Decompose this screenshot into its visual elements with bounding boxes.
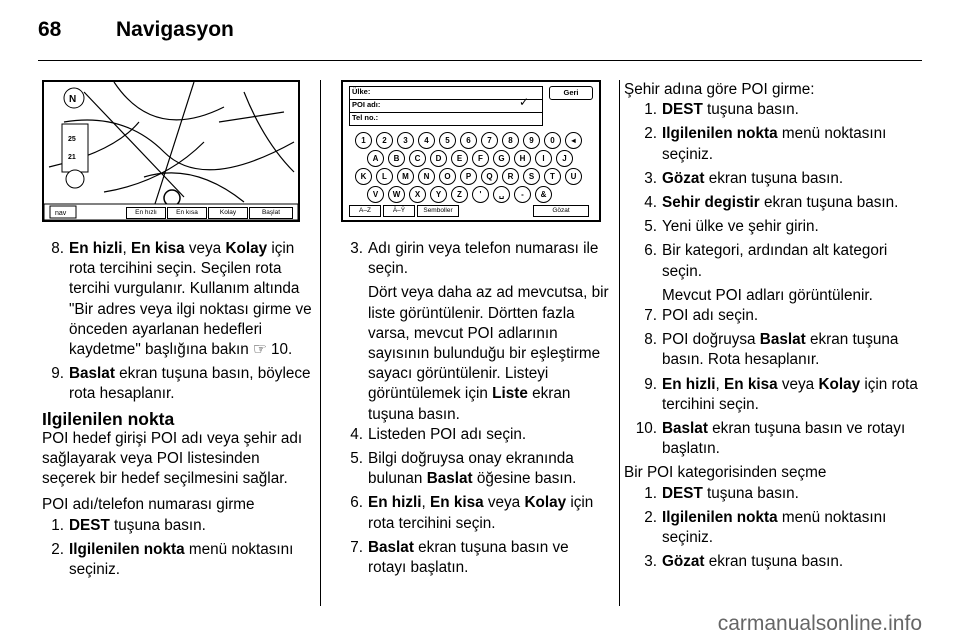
step-number: 6. [350, 494, 363, 512]
category-step-1 [624, 484, 922, 504]
city-step-10 [624, 419, 922, 459]
step-text [662, 100, 799, 120]
text: ekran tuşuna basın. [368, 385, 571, 423]
text: veya [184, 240, 226, 257]
keyboard-key[interactable]: 0 [544, 132, 561, 149]
page-number: 68 [38, 18, 62, 41]
text: veya [483, 494, 525, 512]
keyboard-key[interactable]: Z [451, 186, 468, 203]
map-illustration [44, 82, 298, 220]
bold-term: DEST [69, 516, 110, 534]
keyboard-key[interactable]: 4 [418, 132, 435, 149]
bold-term: Ilgilenilen nokta [662, 125, 778, 143]
header-rule [38, 60, 922, 61]
category-step-3 [624, 552, 922, 572]
step-number: 7. [350, 538, 363, 556]
keyboard-key[interactable]: P [460, 168, 477, 185]
city-step-9 [624, 375, 922, 415]
text: öğesine basın. [472, 470, 577, 488]
keyboard [343, 132, 599, 204]
column-divider-2 [619, 80, 620, 606]
keyboard-key[interactable]: 3 [397, 132, 414, 149]
keyboard-key[interactable]: 8 [502, 132, 519, 149]
keyboard-key[interactable]: - [514, 186, 531, 203]
bold-term: Baslat [662, 420, 708, 438]
step-number: 5. [644, 218, 657, 236]
step-text [69, 540, 314, 580]
step-number: 2. [644, 508, 657, 526]
kolay-button[interactable]: Kolay [208, 207, 248, 219]
text: , [715, 375, 725, 393]
column-2 [341, 239, 611, 582]
bold-term: Baslat [368, 538, 414, 556]
text: için rota tercihini seçin. [368, 494, 594, 532]
step-6 [341, 493, 611, 533]
field-poi-name[interactable]: POI adı: [350, 100, 542, 113]
step-number: 3. [644, 169, 657, 187]
step-number: 9. [644, 375, 657, 393]
bold-term: Liste [492, 385, 528, 403]
step-text: Bir kategori, ardından alt kategori seçin. [662, 242, 888, 280]
step-text [368, 449, 611, 489]
subsection-title: Şehir adına göre POI girme: [624, 81, 815, 98]
step-2 [42, 540, 314, 580]
step-number: 1. [51, 516, 64, 534]
az-button[interactable]: A–Z [349, 205, 381, 217]
text: ekran tuşuna basın ve rotayı başlatın. [662, 420, 906, 458]
text: tuşuna basın. [702, 101, 799, 119]
text: tuşuna basın. [702, 484, 799, 502]
step-text [662, 193, 898, 213]
text: Dört veya daha az ad mevcutsa, bir liste görüntülenir. Dörtten fazla varsa, mevcut POI adlarının sayısının bulunduğu bir eşleştirme sayacı görüntülenir. Listeyi görüntülemek için [368, 284, 609, 403]
bold-term: Gözat [662, 553, 705, 571]
keyboard-key[interactable]: Y [430, 186, 447, 203]
step-number: 3. [350, 240, 363, 257]
keyboard-key[interactable]: W [388, 186, 405, 203]
keyboard-key[interactable]: M [397, 168, 414, 185]
step-text [662, 508, 922, 548]
bold-term: En kisa [724, 375, 778, 393]
keyboard-key[interactable]: 7 [481, 132, 498, 149]
subsection-title: Bir POI kategorisinden seçme [624, 464, 827, 482]
keyboard-key[interactable]: 6 [460, 132, 477, 149]
bold-term: Kolay [225, 240, 268, 257]
step-text [368, 239, 611, 279]
city-step-4 [624, 193, 922, 213]
step-7 [341, 538, 611, 578]
keyboard-key[interactable]: & [535, 186, 552, 203]
keyboard-key[interactable]: X [409, 186, 426, 203]
step-number: 3. [644, 553, 657, 571]
scale-label[interactable]: 25 [68, 136, 76, 143]
step-number: 7. [644, 307, 657, 325]
step-4 [341, 425, 611, 445]
page-title: Navigasyon [116, 18, 234, 41]
step-text [662, 169, 843, 189]
keyboard-key[interactable]: 5 [439, 132, 456, 149]
text: ekran tuşuna basın. [704, 553, 844, 571]
step-5 [341, 449, 611, 489]
text: tuşuna basın. [109, 516, 206, 534]
text: ekran tuşuna basın. [704, 169, 844, 187]
step-number: 1. [644, 101, 657, 119]
page-header [38, 18, 234, 42]
column-1 [42, 239, 314, 584]
city-step-7 [624, 306, 922, 326]
bold-term: En hizli [662, 375, 716, 393]
step-text [368, 493, 611, 533]
scale-label[interactable]: 21 [68, 154, 76, 161]
step-number: 10. [635, 420, 657, 438]
step-1 [42, 516, 314, 536]
keyboard-key[interactable]: 2 [376, 132, 393, 149]
keyboard-key[interactable]: D [430, 150, 447, 167]
keyboard-key[interactable]: 9 [523, 132, 540, 149]
bold-term: DEST [662, 484, 703, 502]
keyboard-key[interactable]: A [367, 150, 384, 167]
step-number: 8. [51, 240, 64, 257]
step-text [662, 419, 922, 459]
poi-keyboard-figure [341, 80, 601, 222]
step-text [662, 375, 922, 415]
section-intro: POI hedef girişi POI adı veya şehir adı sağlayarak veya POI listesinden seçerek bir hedef seçilmesini sağlar. [42, 429, 303, 488]
text: için rota tercihini seçin. [662, 375, 918, 413]
keyboard-key[interactable]: Q [481, 168, 498, 185]
text: ekran tuşuna basın. [759, 194, 899, 212]
keyboard-key[interactable]: O [439, 168, 456, 185]
bold-term: Kolay [524, 494, 567, 512]
step-6-detail: Mevcut POI adları görüntülenir. [662, 286, 873, 304]
step-text [69, 516, 206, 536]
step-number: 9. [51, 365, 64, 383]
step-text: Listeden POI adı seçin. [368, 425, 527, 443]
keyboard-key[interactable]: F [472, 150, 489, 167]
step-number: 1. [644, 484, 657, 502]
keyboard-key[interactable]: ◂ [565, 132, 582, 149]
en-kisa-button[interactable]: En kısa [167, 207, 207, 219]
field-phone[interactable]: Tel no.: [352, 113, 379, 122]
umlaut-button[interactable]: Ä–Ÿ [383, 205, 415, 217]
step-text [69, 239, 314, 360]
text: Adı girin veya telefon numarası ile seçin. [368, 240, 599, 278]
city-step-3 [624, 169, 922, 189]
city-step-6 [624, 241, 922, 281]
step-number: 6. [644, 242, 657, 260]
city-step-2 [624, 124, 922, 164]
svg-text:N: N [69, 94, 77, 105]
keyboard-key[interactable]: N [418, 168, 435, 185]
bold-term: En hizli [69, 240, 123, 257]
step-text [662, 330, 922, 370]
subsection-title: POI adı/telefon numarası girme [42, 496, 255, 514]
keyboard-key[interactable]: R [502, 168, 519, 185]
keyboard-key[interactable]: S [523, 168, 540, 185]
text: POI doğruysa [662, 331, 760, 349]
step-text [662, 484, 799, 504]
bold-term: Kolay [818, 375, 861, 393]
keyboard-key[interactable]: J [556, 150, 573, 167]
back-button[interactable]: Geri [549, 86, 593, 100]
bold-term: Gözat [662, 169, 705, 187]
category-step-2 [624, 508, 922, 548]
symbols-button[interactable]: Semboller [417, 205, 459, 217]
en-hizli-button[interactable]: En hızlı [126, 207, 166, 219]
step-text: Yeni ülke ve şehir girin. [662, 218, 819, 236]
keyboard-key[interactable]: C [409, 150, 426, 167]
step-text [662, 124, 922, 164]
text: ekran tuşuna basın, böylece rota hesaplanır. [69, 365, 311, 403]
bold-term: En hizli [368, 494, 422, 512]
city-step-5 [624, 217, 922, 237]
step-number: 2. [644, 125, 657, 143]
step-number: 4. [644, 194, 657, 212]
text: için rota tercihini seçin. Seçilen rota tercihi vurgulanır. Kullanım altında "Bir adres veya ilgi noktası girme ve önceden ayarlanan hedefleri kaydetme" başlığına bakın [69, 240, 312, 359]
keyboard-key[interactable]: H [514, 150, 531, 167]
keyboard-key[interactable]: I [535, 150, 552, 167]
text: , [122, 240, 132, 257]
step-text: POI adı seçin. [662, 307, 759, 325]
keyboard-key[interactable]: U [565, 168, 582, 185]
step-9 [42, 364, 314, 404]
step-number: 5. [350, 450, 363, 468]
field-country[interactable]: Ülke: [350, 87, 542, 100]
city-step-1 [624, 100, 922, 120]
text: menü noktasını seçiniz. [662, 125, 887, 163]
keyboard-key[interactable]: ␣ [493, 186, 510, 203]
keyboard-key[interactable]: V [367, 186, 384, 203]
bold-term: Sehir degistir [662, 194, 760, 212]
text: veya [777, 375, 819, 393]
bold-term: DEST [662, 101, 703, 119]
keyboard-key[interactable]: L [376, 168, 393, 185]
keyboard-key[interactable]: ' [472, 186, 489, 203]
page-reference[interactable]: ☞ 10. [253, 341, 293, 359]
text: menü noktasını seçiniz. [69, 540, 294, 579]
checkmark-icon: ✓ [519, 95, 530, 109]
city-step-8 [624, 330, 922, 370]
bold-term: En kisa [430, 494, 484, 512]
bold-term: En kisa [131, 240, 185, 257]
logo-text: nav [55, 210, 67, 217]
text: ekran tuşuna basın. Rota hesaplanır. [662, 331, 899, 369]
keyboard-key[interactable]: 1 [355, 132, 372, 149]
step-text [368, 538, 611, 578]
step-number: 2. [51, 540, 64, 558]
bold-term: Baslat [69, 365, 115, 383]
text: ekran tuşuna basın ve rotayı başlatın. [368, 538, 569, 577]
column-divider-1 [320, 80, 321, 606]
step-number: 4. [350, 425, 363, 443]
step-number: 8. [644, 331, 657, 349]
bold-term: Baslat [759, 331, 806, 349]
keyboard-key[interactable]: G [493, 150, 510, 167]
entry-fields [349, 86, 543, 126]
text: Bilgi doğruysa onay ekranında bulunan [368, 450, 574, 488]
step-8 [42, 239, 314, 360]
footer-watermark: carmanualsonline.info [717, 612, 922, 635]
step-text [69, 364, 314, 404]
browse-button[interactable]: Gözat [533, 205, 589, 217]
bold-term: Ilgilenilen nokta [662, 508, 778, 526]
text: , [421, 494, 431, 512]
keyboard-key[interactable]: T [544, 168, 561, 185]
keyboard-key[interactable]: E [451, 150, 468, 167]
section-heading: Ilgilenilen nokta [42, 408, 175, 429]
keyboard-key[interactable]: K [355, 168, 372, 185]
step-text [662, 552, 843, 572]
bold-term: Baslat [426, 470, 473, 488]
step-3-detail [341, 283, 611, 424]
step-3 [341, 239, 611, 279]
nav-map-figure [42, 80, 300, 222]
column-3 [624, 80, 922, 576]
keyboard-key[interactable]: B [388, 150, 405, 167]
text: menü noktasını seçiniz. [662, 508, 887, 547]
bold-term: Ilgilenilen nokta [69, 540, 185, 558]
baslat-button[interactable]: Başlat [249, 207, 293, 219]
